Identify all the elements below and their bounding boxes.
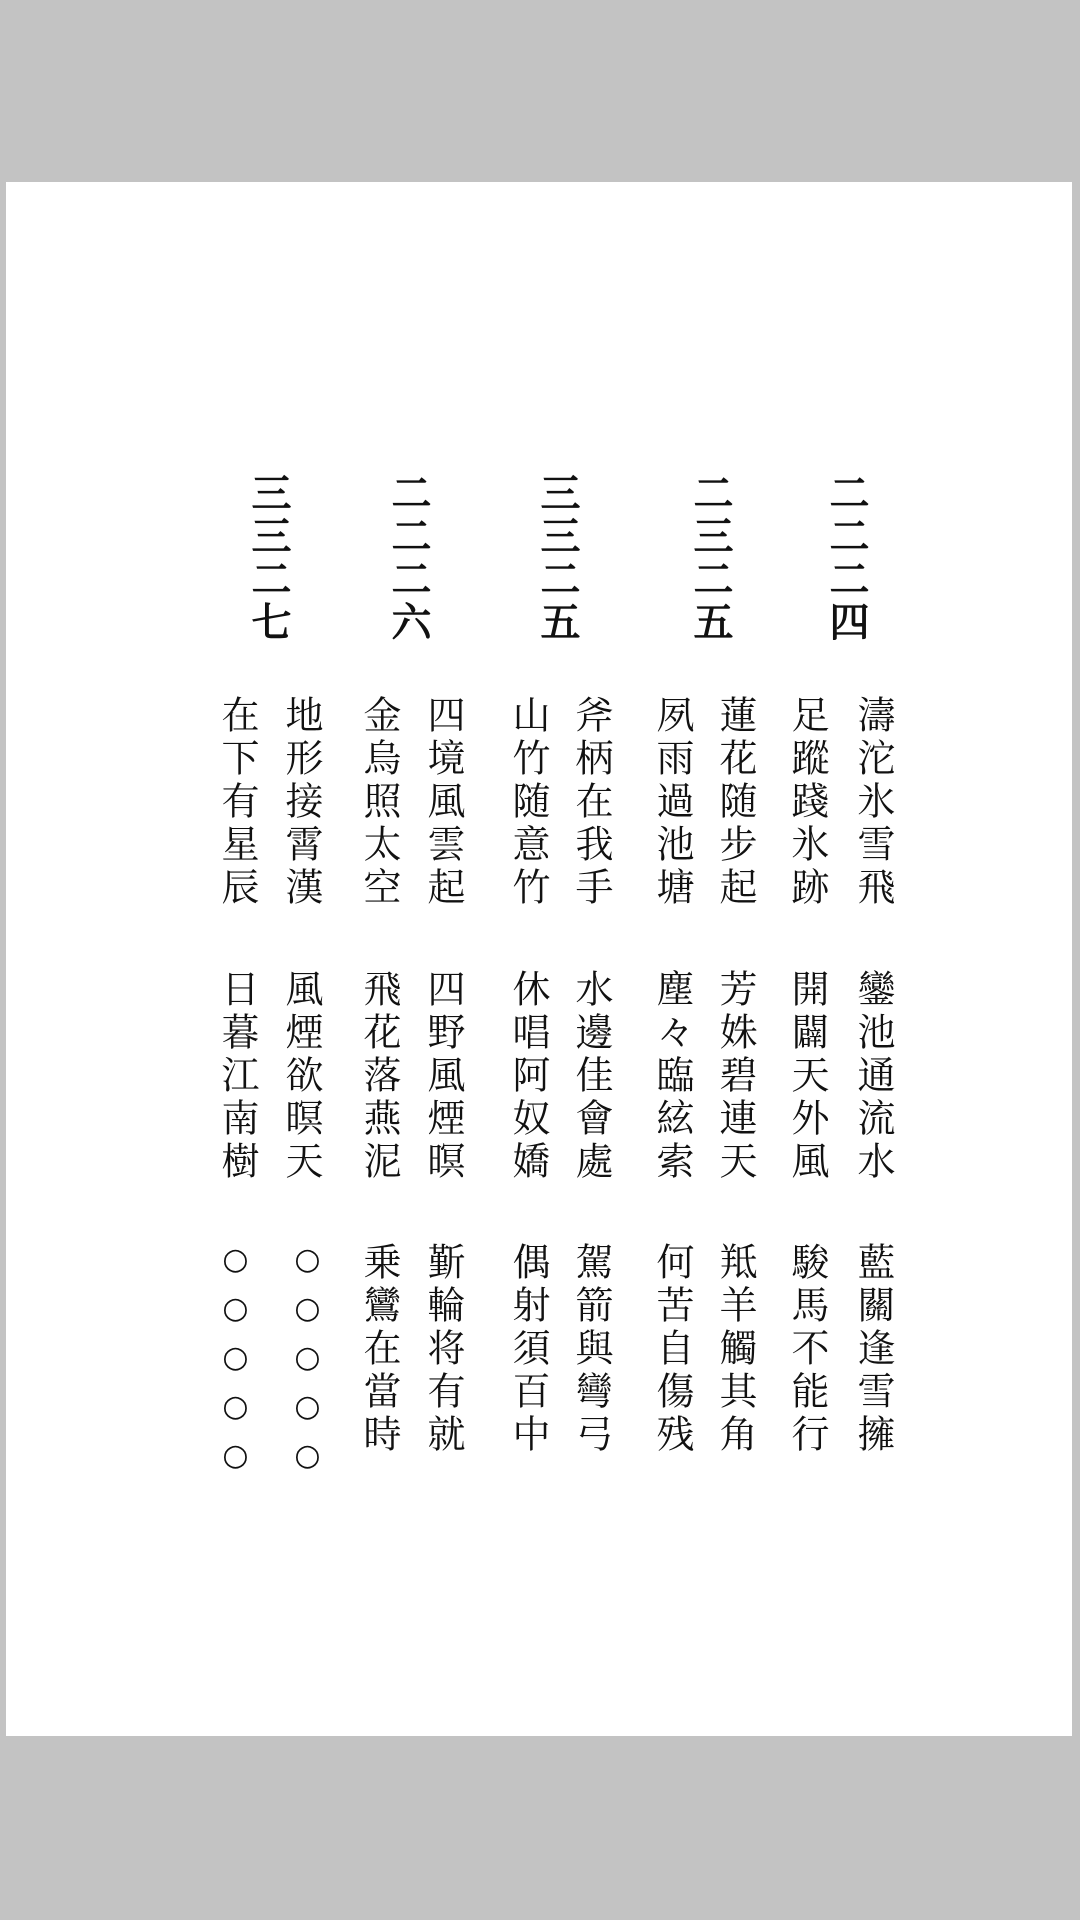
poem-line: 鑾池通流水 bbox=[851, 969, 895, 1184]
poem-line: 濤沱氷雪飛 bbox=[851, 695, 895, 910]
poem-line: 足蹤踐氷跡 bbox=[785, 695, 829, 910]
poem-line: 金烏照太空 bbox=[357, 695, 401, 910]
poem-line: 偶射須百中 bbox=[506, 1242, 550, 1457]
poem-line: 風煙欲暝天 bbox=[279, 969, 323, 1184]
poem-number: 二二二四 bbox=[823, 472, 870, 644]
poem-number: 三三二五 bbox=[534, 472, 581, 644]
poem-line: 休唱阿奴嬌 bbox=[506, 969, 550, 1184]
poem-line: 斳輪将有就 bbox=[421, 1242, 465, 1457]
poem-line: 藍關逢雪擁 bbox=[851, 1242, 895, 1457]
poem-line: 何苦自傷残 bbox=[650, 1242, 694, 1457]
poem-line: 夙雨過池塘 bbox=[650, 695, 694, 910]
poem-line: 在下有星辰 bbox=[215, 695, 259, 910]
poem-line: 駿馬不能行 bbox=[785, 1242, 829, 1457]
poem-line: 日暮江南樹 bbox=[215, 969, 259, 1184]
poem-line: 乗鸞在當時 bbox=[357, 1242, 401, 1457]
poem-line: 地形接霄漢 bbox=[279, 695, 323, 910]
poem-line: 四野風煙暝 bbox=[421, 969, 465, 1184]
poem-number: 二三二五 bbox=[687, 472, 734, 644]
poem-number: 二二二六 bbox=[385, 472, 432, 644]
poem-placeholder-circles: ○○○○○ bbox=[218, 1242, 253, 1487]
poem-placeholder-circles: ○○○○○ bbox=[290, 1242, 325, 1487]
poem-line: 蓮花随步起 bbox=[713, 695, 757, 910]
document-page bbox=[6, 182, 1072, 1736]
poem-line: 塵々臨絃索 bbox=[650, 969, 694, 1184]
poem-line: 駕箭與彎弓 bbox=[569, 1242, 613, 1457]
poem-line: 四境風雲起 bbox=[421, 695, 465, 910]
poem-line: 斧柄在我手 bbox=[569, 695, 613, 910]
poem-line: 水邊佳會處 bbox=[569, 969, 613, 1184]
poem-number: 三三二七 bbox=[245, 472, 292, 644]
poem-line: 飛花落燕泥 bbox=[357, 969, 401, 1184]
poem-line: 芳姝碧連天 bbox=[713, 969, 757, 1184]
poem-line: 山竹随意竹 bbox=[506, 695, 550, 910]
poem-line: 羝羊觸其角 bbox=[713, 1242, 757, 1457]
viewer-background bbox=[1072, 182, 1080, 1736]
poem-line: 開闢天外風 bbox=[785, 969, 829, 1184]
